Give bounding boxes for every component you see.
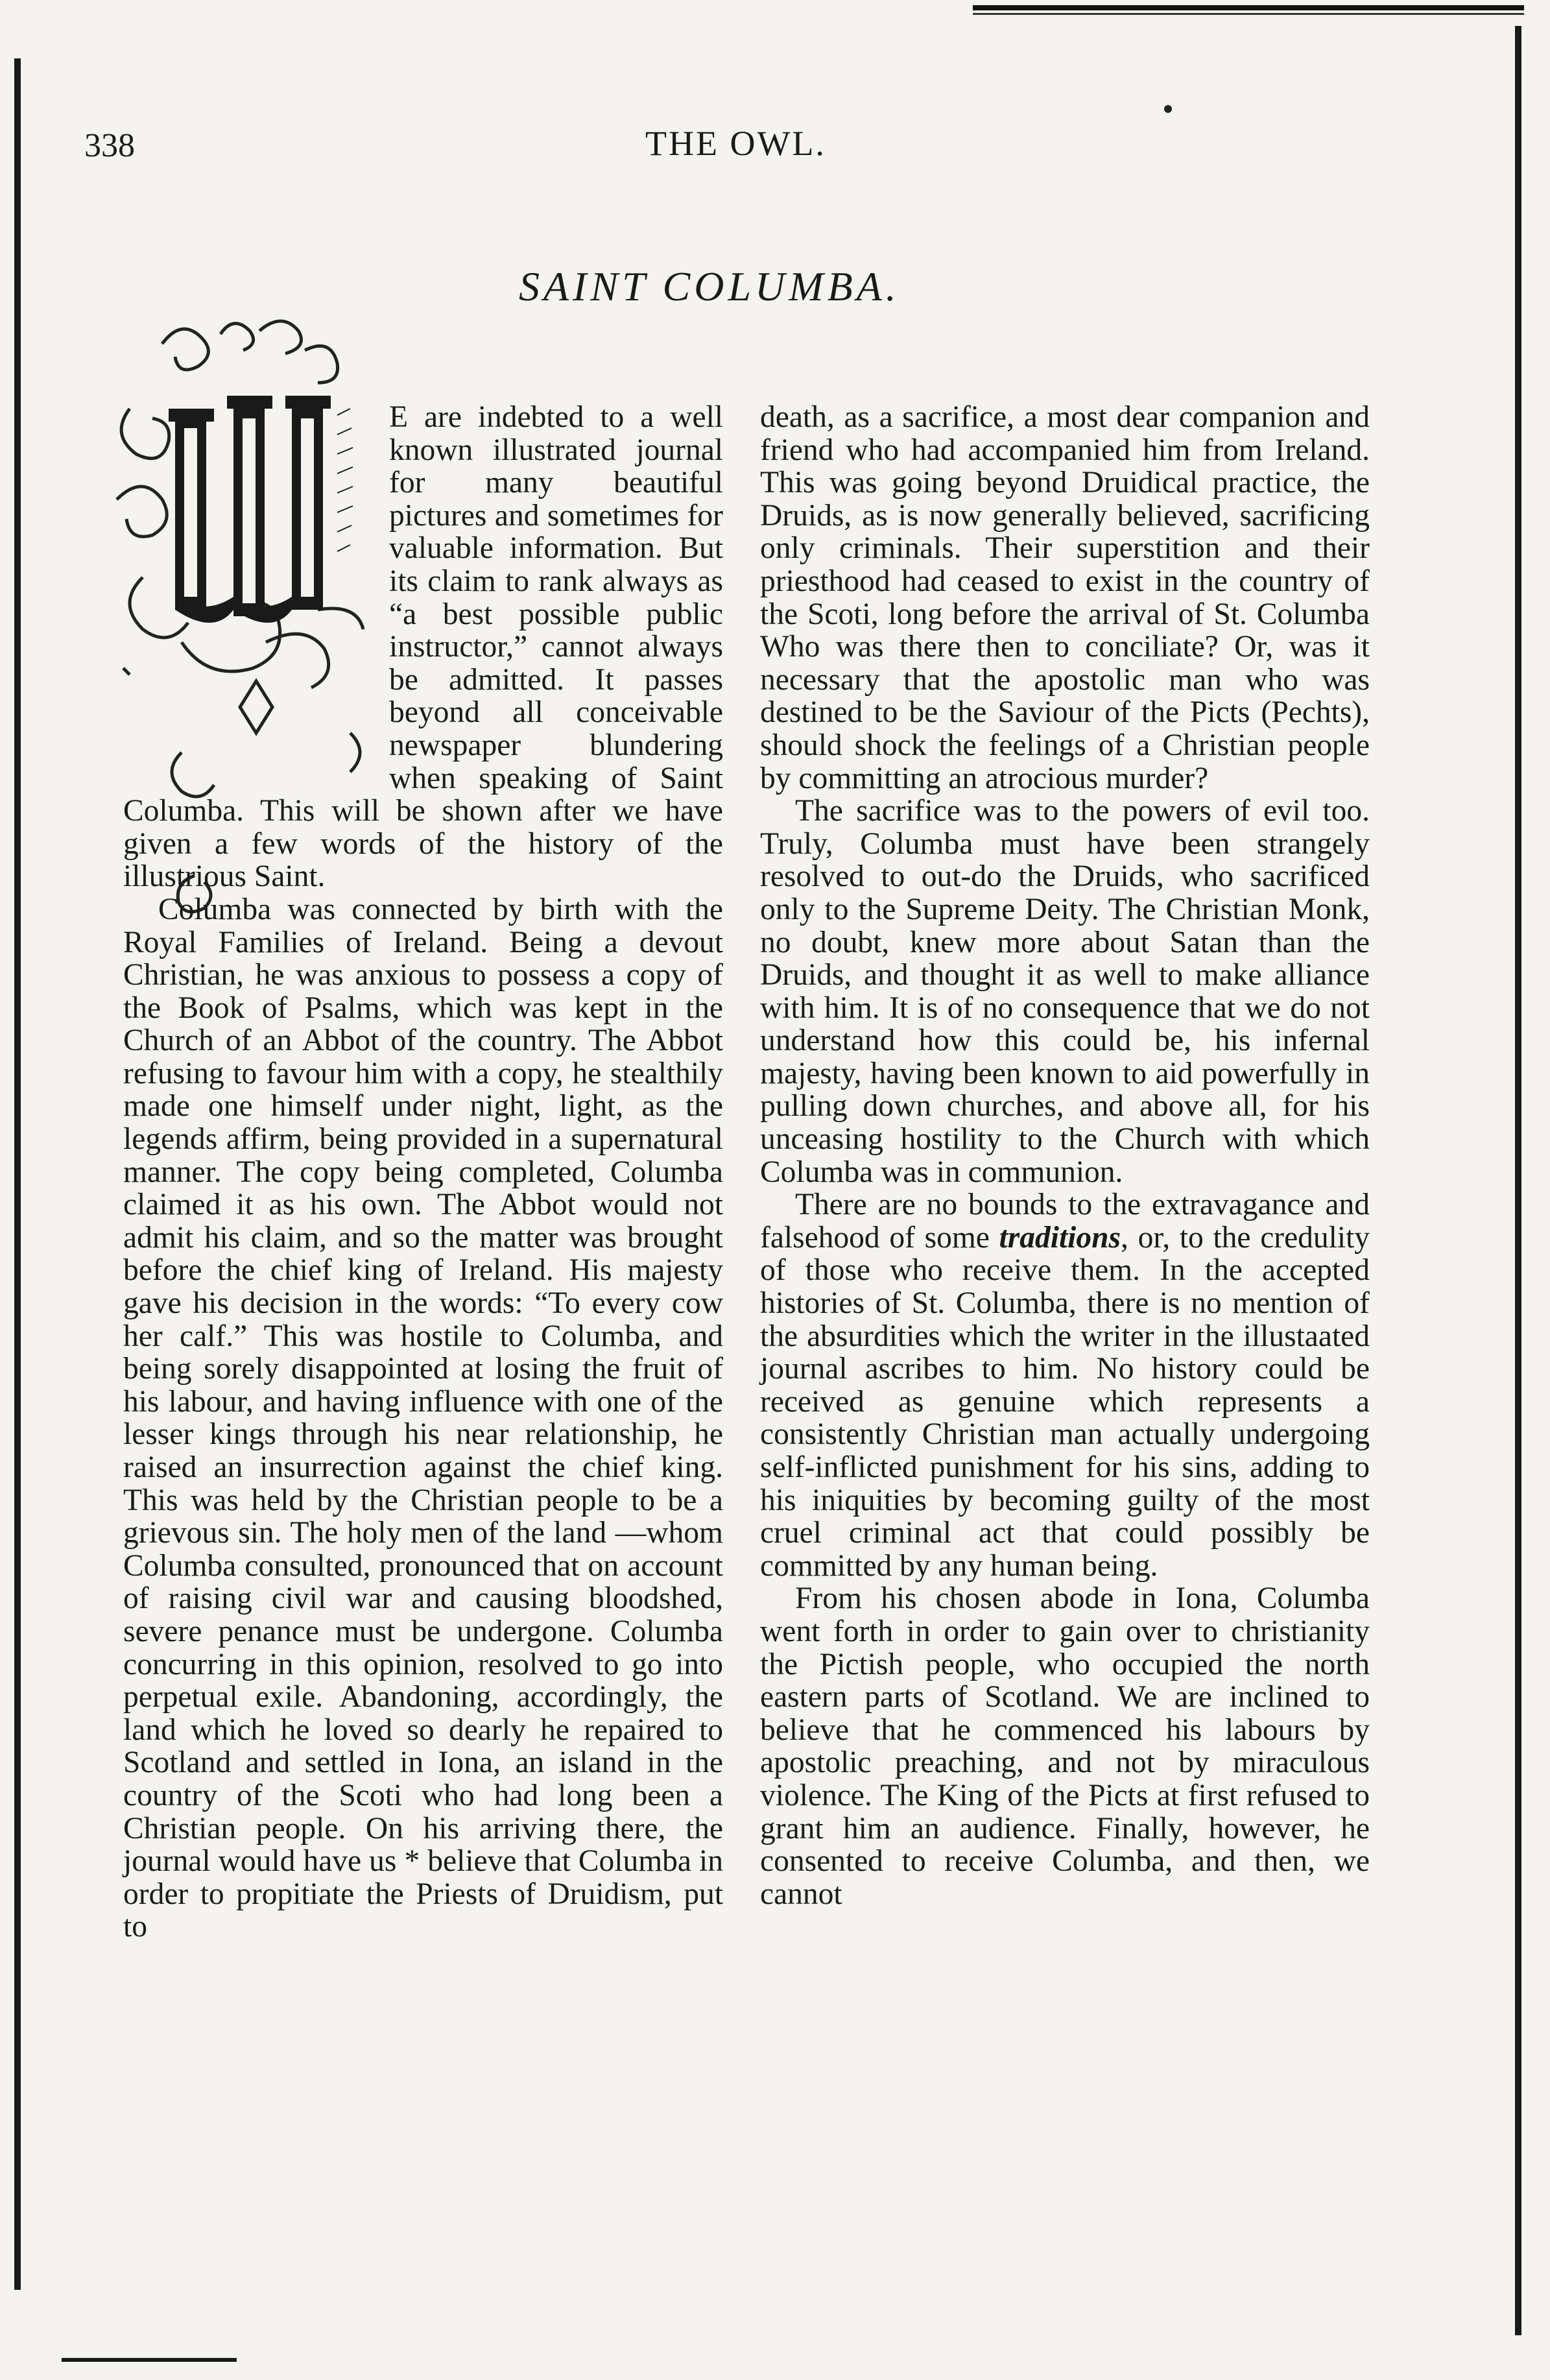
page-number: 338 bbox=[84, 127, 135, 164]
drop-cap-space bbox=[123, 401, 389, 787]
paragraph-6: From his chosen abode in Iona, Columba went forth in order to gain over to christianity the Pictish people, who occupied the north eastern parts of Scotland. We are inclined to believe that he commenced his labours by apostolic preaching, and not by miraculous violence. The King of the Picts at first refused to grant him an audience. Finally, however, he consented to receive Columba, and then, we cannot bbox=[760, 1581, 1370, 1911]
top-rule-thin bbox=[973, 13, 1524, 15]
left-page-edge bbox=[14, 58, 21, 2290]
running-title: THE OWL. bbox=[645, 124, 826, 163]
ink-dot bbox=[1164, 105, 1172, 113]
right-page-edge bbox=[1515, 26, 1521, 2335]
article-title: SAINT COLUMBA. bbox=[519, 263, 900, 309]
paragraph-5 bbox=[760, 1188, 1370, 1582]
paragraph-5-start: There are no bounds to the extravagance and falsehood of some bbox=[760, 1188, 1370, 1255]
top-rule bbox=[973, 5, 1524, 10]
paragraph-2: Columba was connected by birth with the Royal Families of Ireland. Being a devout Christian, he was anxious to possess a copy of the Book of Psalms, which was kept in the Church of an Abbot of the country. The Abbot refusing to favour him with a copy, he stealthily made one himself under night, light, as the legends affirm, being provided in a supernatural manner. The copy being completed, Columba claimed it as his own. The Abbot would not admit his claim, and so the matter was brought before the chief king of Ireland. His majesty gave his decision in the words: “To every cow her calf.” This was hostile to Columba, and being sorely disappointed at losing the fruit of his labour, and having influence with one of the lesser kings through his near relationship, he raised an insurrection against the chief king. This was held by the Christian people to be a grievous sin. The holy men of the land —whom Columba consulted, pronounced that on account of raising civil war and causing bloodshed, severe penance must be undergone. Columba concurring in this opinion, resolved to go into perpetual exile. Abandoning, accordingly, the land which he loved so dearly he repaired to Scotland and settled in Iona, an island in the country of the Scoti who had long been a Christian people. On his arriving there, the journal would have us * believe that Columba in order to propitiate the Priests of Druidism, put to bbox=[123, 892, 723, 1944]
emphasis-traditions: traditions bbox=[999, 1220, 1121, 1255]
paragraph-1: E are indebted to a well known illustrated journal for many beautiful pictures and sometimes for valuable information. But its claim to rank always as “a best possible public instructor,” cannot always be admitted. It passes beyond all conceivable newspaper blundering when speaking of Saint Columba. This will be shown after we have given a few words of the history of the illustrious Saint. bbox=[123, 400, 723, 894]
bottom-rule bbox=[62, 2358, 237, 2362]
paragraph-3: death, as a sacrifice, a most dear companion and friend who had accompanied him from Ireland. This was going beyond Druidical practice, the Druids, as is now generally believed, sacrificing only criminals. Their superstition and their priesthood had ceased to exist in the country of the Scoti, long before the arrival of St. Columba Who was there then to conciliate? Or, was it necessary that the apostolic man who was destined to be the Saviour of the Picts (Pechts), should shock the feelings of a Christian people by committing an atrocious murder? bbox=[760, 400, 1370, 795]
paragraph-4: The sacrifice was to the powers of evil too. Truly, Columba must have been strangely resolved to out-do the Druids, who sacrificed only to the Supreme Deity. The Christian Monk, no doubt, knew more about Satan than the Druids, and thought it as well to make alliance with him. It is of no consequence that we do not understand how this could be, his infernal majesty, having been known to aid powerfully in pulling down churches, and above all, for his unceasing hostility to the Church with which Columba was in communion. bbox=[760, 794, 1370, 1189]
right-column bbox=[760, 401, 1370, 1910]
left-column bbox=[123, 401, 723, 1943]
paragraph-5-rest: , or, to the credulity of those who receive them. In the accepted histories of St. Columba, there is no mention of the absurdities which the writer in the illustaated journal ascribes to him. No history could be received as genuine which represents a consistently Christian man actually undergoing self-inflicted punishment for his sins, adding to his iniquities by becoming guilty of the most cruel criminal act that could possibly be committed by any human being. bbox=[760, 1220, 1370, 1583]
